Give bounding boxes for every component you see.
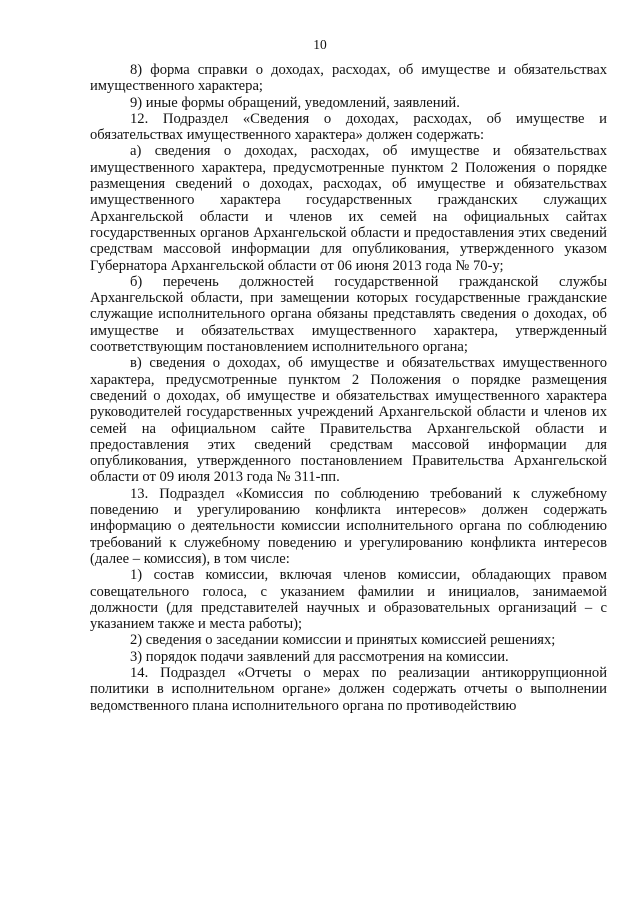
paragraph-section-12: 12. Подраздел «Сведения о доходах, расходах, об имуществе и обязательствах имущественного характера» должен содержать: xyxy=(90,110,607,144)
paragraph-item-2: 2) сведения о заседании комиссии и принятых комиссией решениях; xyxy=(130,632,556,649)
paragraph-item-v: в) сведения о доходах, об имуществе и обязательствах имущественного характера, предусмотренные пунктом 2 Положения о порядке размещения сведений о доходах, об имуществе и обязательствах имущественного характера руководителей государственных учреждений Архангельской области и членов их семей на официальном сайте Правительства Архангельской области и предоставления этих сведений средствам массовой информации для опубликования, утвержденного постановлением Правительства Архангельской области от 09 июля 2013 года № 311-пп. xyxy=(90,355,607,486)
paragraph-section-13: 13. Подраздел «Комиссия по соблюдению требований к служебному поведению и урегулированию конфликта интересов» должен содержать информацию о деятельности комиссии исполнительного органа по соблюдению требований к служебному поведению и урегулированию конфликта интересов (далее – комиссия), в том числе: xyxy=(90,485,607,567)
paragraph-item-a: а) сведения о доходах, расходах, об имуществе и обязательствах имущественного характера, предусмотренные пунктом 2 Положения о порядке размещения сведений о доходах, расходах, об имуществе и обязательствах имущественного характера государственных гражданских служащих Архангельской области и членов их семей на официальных сайтах государственных органов Архангельской области и предоставления этих сведений средствам массовой информации для опубликования, утвержденного указом Губернатора Архангельской области от 06 июня 2013 года № 70-у; xyxy=(90,143,607,274)
paragraph-section-14: 14. Подраздел «Отчеты о мерах по реализации антикоррупционной политики в исполнительном органе» должен содержать отчеты о выполнении ведомственного плана исполнительного органа по противодействию xyxy=(90,664,607,714)
page-number: 10 xyxy=(313,37,327,52)
paragraph-item-1: 1) состав комиссии, включая членов комиссии, обладающих правом совещательного голоса, с указанием фамилии и инициалов, занимаемой должности (для представителей научных и образовательных организаций – с указанием также и места работы); xyxy=(90,567,607,633)
document-body xyxy=(90,62,607,714)
paragraph-item-b: б) перечень должностей государственной гражданской службы Архангельской области, при замещении которых государственные гражданские служащие исполнительного органа обязаны представлять сведения о доходах, об имуществе и обязательствах имущественного характера, утвержденный соответствующим постановлением исполнительного органа; xyxy=(90,273,607,356)
paragraph-item-9: 9) иные формы обращений, уведомлений, заявлений. xyxy=(130,94,460,111)
paragraph-item-8: 8) форма справки о доходах, расходах, об имуществе и обязательствах имущественного характера; xyxy=(90,62,607,95)
paragraph-item-3: 3) порядок подачи заявлений для рассмотрения на комиссии. xyxy=(130,648,509,665)
